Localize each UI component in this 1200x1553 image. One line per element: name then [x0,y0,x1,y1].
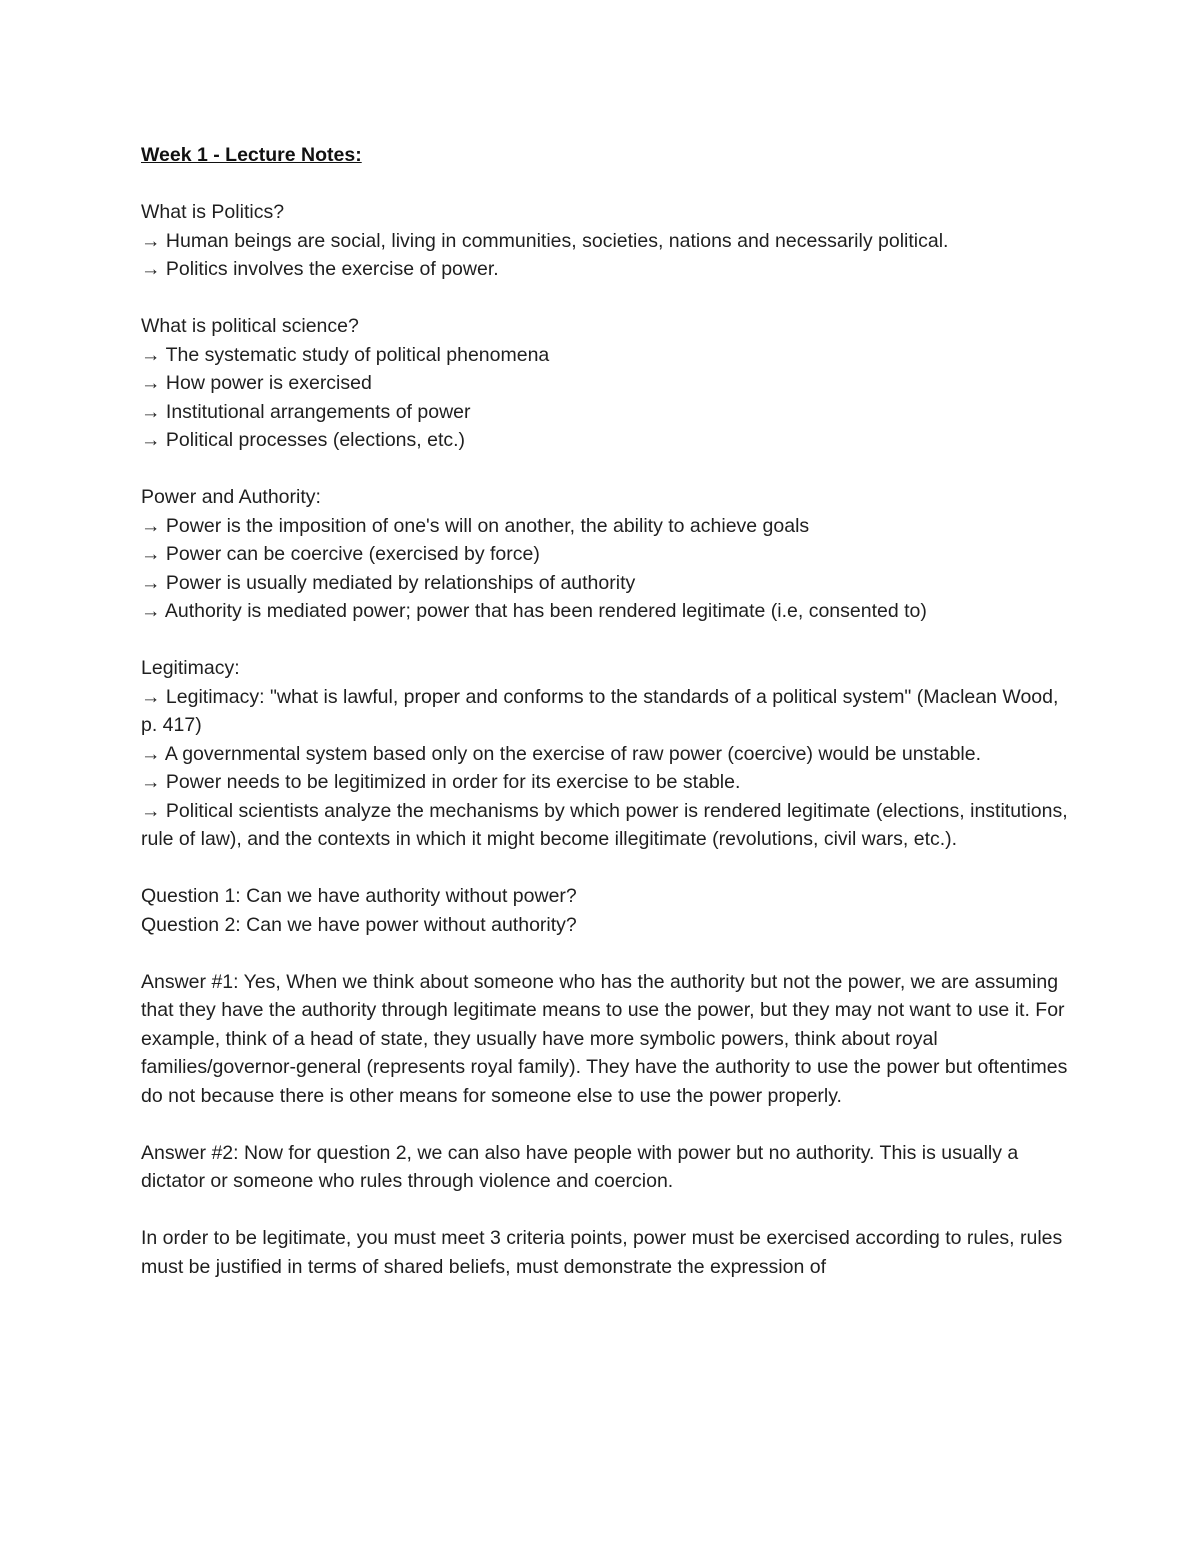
bullet-item: → Power can be coercive (exercised by force) [141,543,540,565]
document-body [141,141,1071,1310]
section-what-is-political-science [141,312,1071,455]
section-what-is-politics [141,198,1071,284]
question-1: Question 1: Can we have authority without power? [141,885,577,907]
section-heading: Legitimacy: [141,657,240,679]
section-legitimacy [141,654,1071,854]
closing-paragraph: In order to be legitimate, you must meet 3 criteria points, power must be exercised according to rules, rules must be justified in terms of shared beliefs, must demonstrate the expression of [141,1227,1063,1278]
answer-2-paragraph: Answer #2: Now for question 2, we can also have people with power but no authority. This is usually a dictator or someone who rules through violence and coercion. [141,1141,1019,1192]
bullet-item: → Authority is mediated power; power that has been rendered legitimate (i.e, consented to) [141,600,927,622]
section-heading: What is political science? [141,315,359,337]
bullet-item: → Power is usually mediated by relationships of authority [141,571,636,594]
answer-1-paragraph: Answer #1: Yes, When we think about someone who has the authority but not the power, we are assuming that they have the authority through legitimate means to use the power, but they may not want to use it. For example, think of a head of state, they usually have more symbolic powers, think about royal families/governor-general (represents royal family). They have the authority to use the power but oftentimes do not because there is other means for someone else to use the power properly. [141,970,1068,1107]
questions-block [141,882,1071,939]
bullet-item: → Legitimacy: "what is lawful, proper and conforms to the standards of a political system" (Maclean Wood, p. 417) [141,685,1059,736]
question-2: Question 2: Can we have power without authority? [141,913,577,936]
bullet-item: → How power is exercised [141,372,372,394]
bullet-item: → Political scientists analyze the mechanisms by which power is rendered legitimate (elections, institutions, rule of law), and the contexts in which it might become illegitimate (revolutions, civil wars, etc.). [141,799,1068,850]
bullet-item: → Politics involves the exercise of power. [141,258,499,280]
bullet-item: → Power needs to be legitimized in order for its exercise to be stable. [141,771,741,793]
bullet-item: → Political processes (elections, etc.) [141,429,466,451]
page-title: Week 1 - Lecture Notes: [141,144,362,166]
section-power-and-authority [141,483,1071,626]
section-heading: Power and Authority: [141,486,321,508]
section-heading: What is Politics? [141,201,285,223]
bullet-item: → Power is the imposition of one's will on another, the ability to achieve goals [141,514,810,537]
bullet-item: → Human beings are social, living in communities, societies, nations and necessarily political. [141,229,949,252]
bullet-item: → Institutional arrangements of power [141,400,471,423]
bullet-item: → A governmental system based only on the exercise of raw power (coercive) would be unstable. [141,742,982,765]
bullet-item: → The systematic study of political phenomena [141,343,550,366]
